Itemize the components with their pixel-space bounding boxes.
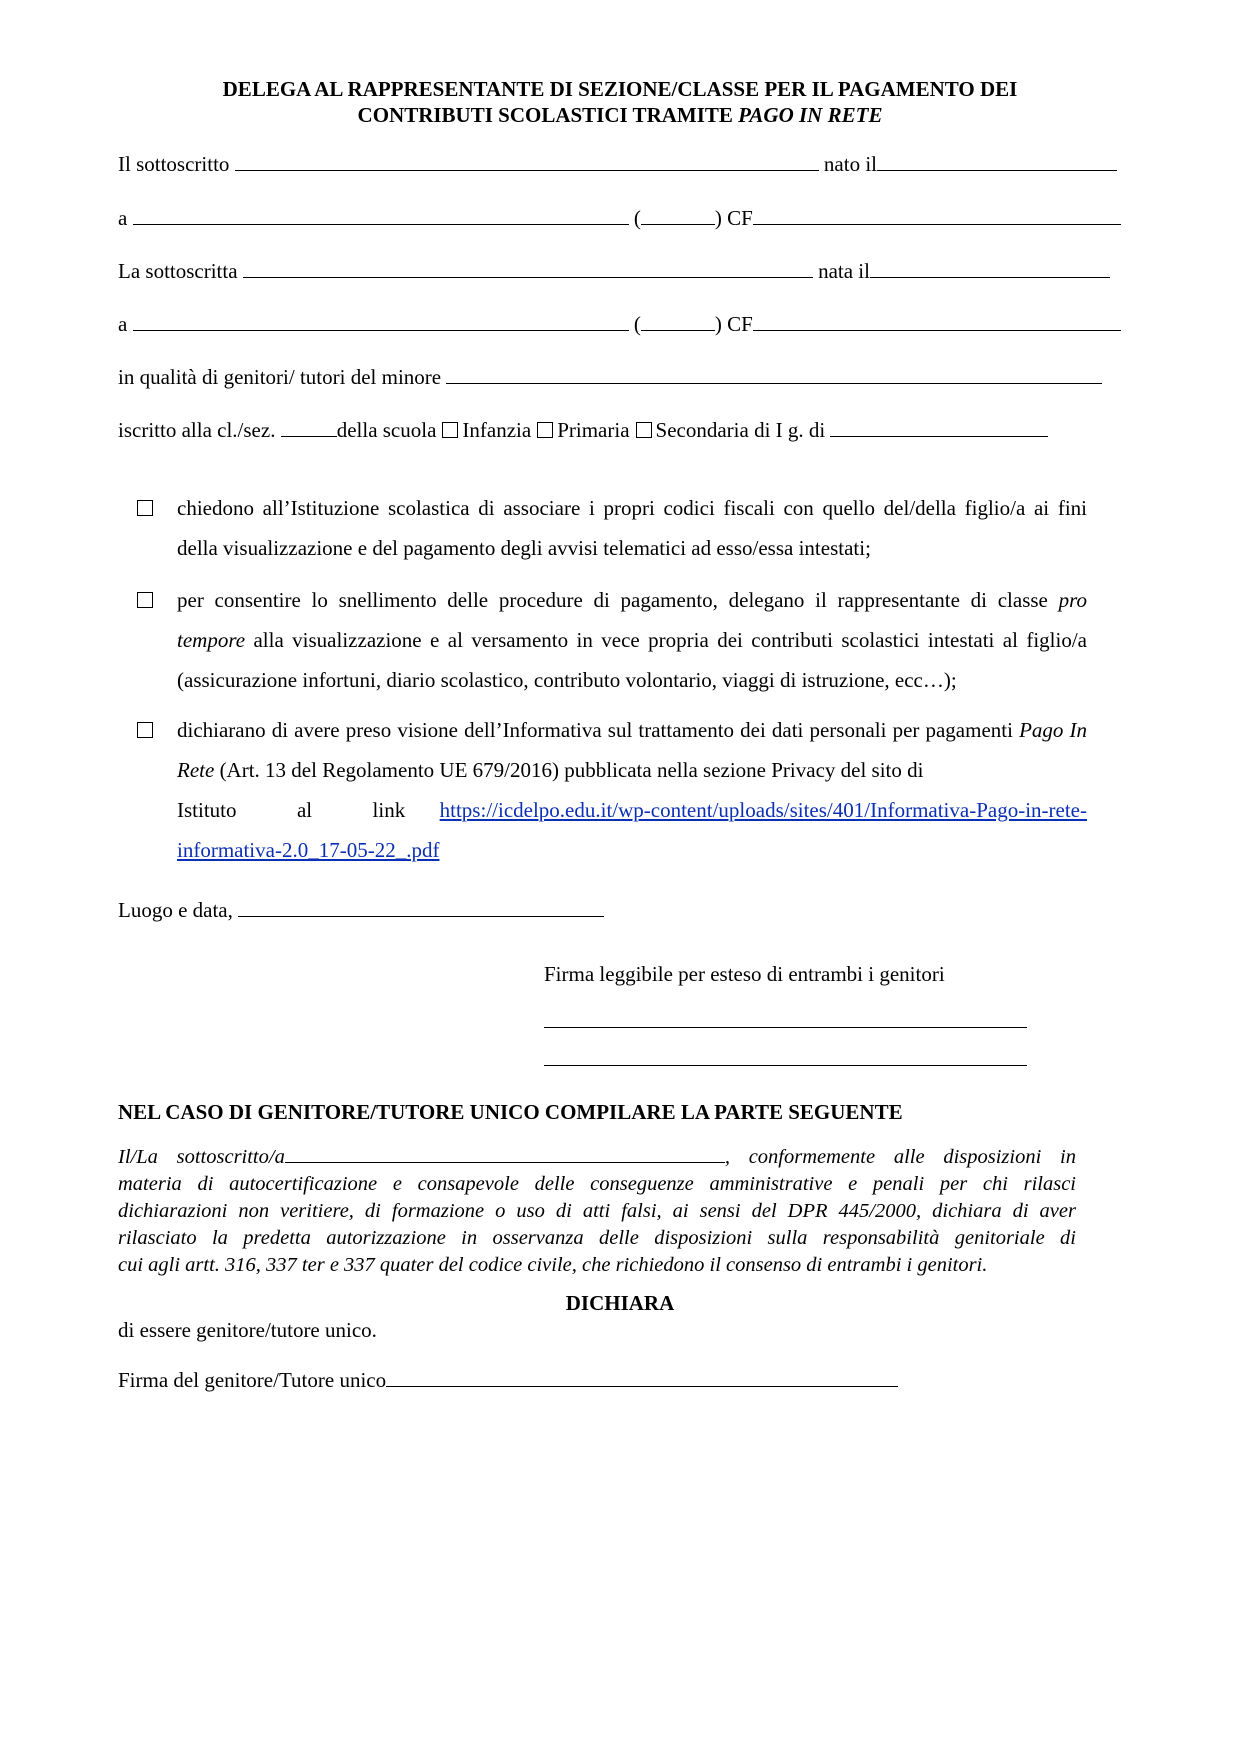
- item3-checkbox[interactable]: [137, 722, 153, 738]
- mother-birthdate-field[interactable]: [870, 259, 1110, 278]
- title-italic: PAGO IN RETE: [738, 103, 883, 127]
- item1-text: chiedono all’Istituzione scolastica di associare i propri codici fiscali con quello del/della figlio/a ai fini della visualizzazione e del pagamento degli avvisi telematici ad esso/essa intestati;: [177, 496, 1087, 560]
- father-cf-field[interactable]: [753, 206, 1121, 225]
- mother-cf-field[interactable]: [753, 312, 1121, 331]
- item2-checkbox[interactable]: [137, 592, 153, 608]
- row-father-birthplace: a ( ) CF: [118, 206, 1138, 231]
- privacy-info-link-cont[interactable]: informativa-2.0_17-05-22_.pdf: [177, 838, 440, 862]
- signature-line-1[interactable]: [544, 1026, 1027, 1028]
- secondaria-checkbox[interactable]: [636, 422, 652, 438]
- infanzia-checkbox[interactable]: [442, 422, 458, 438]
- row-sottoscritto: Il sottoscritto nato il: [118, 152, 1138, 177]
- signature-label: Firma leggibile per esteso di entrambi i genitori: [544, 962, 945, 986]
- signature-line-2[interactable]: [544, 1064, 1027, 1066]
- document-title-line2: CONTRIBUTI SCOLASTICI TRAMITE PAGO IN RETE: [357, 103, 883, 127]
- item3-text: dichiarano di avere preso visione dell’Informativa sul trattamento dei dati personali per pagamenti Pago In Rete (Art. 13 del Regolamento UE 679/2016) pubblicata nella sezione Privacy del sito di Istituto al link https://icdelpo.edu.it/wp-content/uploads/sites/401/Informativa-Pago-in-rete- informativa-2.0_17-05-22_.pdf: [177, 710, 1087, 870]
- primaria-checkbox[interactable]: [537, 422, 553, 438]
- single-parent-name-field[interactable]: [285, 1145, 725, 1163]
- father-birthdate-field[interactable]: [877, 152, 1117, 171]
- place-date-field[interactable]: [238, 898, 604, 917]
- privacy-info-link[interactable]: https://icdelpo.edu.it/wp-content/uploads/sites/401/Informativa-Pago-in-rete-: [439, 798, 1087, 822]
- row-unico: di essere genitore/tutore unico.: [118, 1318, 377, 1342]
- document-title-line1: DELEGA AL RAPPRESENTANTE DI SEZIONE/CLASSE PER IL PAGAMENTO DEI: [222, 77, 1018, 101]
- school-name-field[interactable]: [830, 418, 1048, 437]
- minor-name-field[interactable]: [446, 365, 1102, 384]
- dichiara-heading: DICHIARA: [565, 1291, 675, 1315]
- mother-province-field[interactable]: [641, 312, 715, 331]
- row-minore: in qualità di genitori/ tutori del minore: [118, 365, 1138, 390]
- row-iscritto: iscritto alla cl./sez. della scuola Infanzia Primaria Secondaria di I g. di: [118, 418, 1138, 443]
- single-parent-declaration: Il/La sottoscritto/a , conformemente alle disposizioni in materia di autocertificazione e consapevole delle conseguenze amministrative e penali per chi rilasci dichiarazioni non veritiere, di formazione o uso di atti falsi, ai sensi del DPR 445/2000, dichiara di aver rilasciato la predetta autorizzazione in osservanza delle disposizioni sulla responsabilità genitoriale di cui agli artt. 316, 337 ter e 337 quater del codice civile, che richiedono il consenso di entrambi i genitori.: [118, 1146, 1076, 1276]
- item1-checkbox[interactable]: [137, 500, 153, 516]
- declaration-line1: Il/La sottoscritto/a , conformemente alle disposizioni in: [118, 1146, 1076, 1168]
- row-luogo-data: Luogo e data,: [118, 898, 1138, 923]
- row-firma-unico: Firma del genitore/Tutore unico: [118, 1368, 1138, 1393]
- row-sottoscritta: La sottoscritta nata il: [118, 259, 1138, 284]
- mother-birthplace-field[interactable]: [133, 312, 629, 331]
- father-province-field[interactable]: [641, 206, 715, 225]
- item2-text: per consentire lo snellimento delle procedure di pagamento, delegano il rappresentante di classe pro tempore alla visualizzazione e al versamento in vece propria dei contributi scolastici intestati al figlio/a (assicurazione infortuni, diario scolastico, contributo volontario, viaggi di istruzione, ecc…);: [177, 588, 1087, 692]
- class-section-field[interactable]: [281, 418, 337, 437]
- item3-link-row: Istituto al link https://icdelpo.edu.it/wp-content/uploads/sites/401/Informativa-Pago-in-rete-: [177, 798, 1087, 822]
- single-parent-heading: NEL CASO DI GENITORE/TUTORE UNICO COMPILARE LA PARTE SEGUENTE: [118, 1100, 903, 1124]
- single-parent-signature-field[interactable]: [386, 1368, 898, 1387]
- row-mother-birthplace: a ( ) CF: [118, 312, 1138, 337]
- father-birthplace-field[interactable]: [133, 206, 629, 225]
- mother-name-field[interactable]: [243, 259, 813, 278]
- father-name-field[interactable]: [235, 152, 819, 171]
